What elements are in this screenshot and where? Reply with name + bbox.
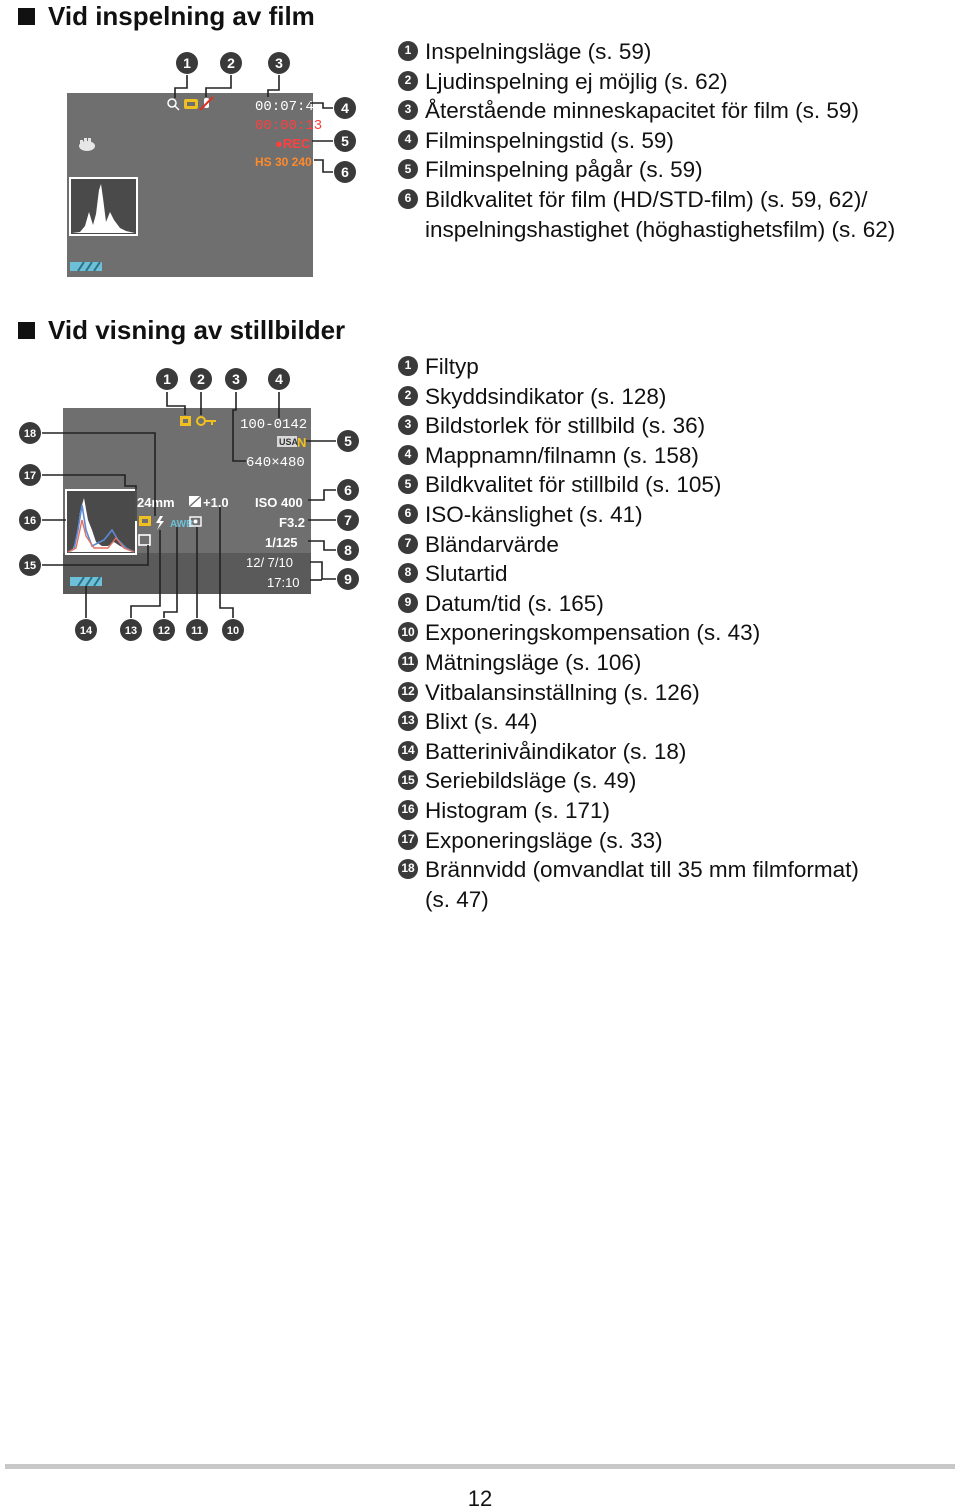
- legend-text: Bildkvalitet för stillbild (s. 105): [425, 472, 722, 498]
- legend-text: Mätningsläge (s. 106): [425, 649, 642, 675]
- callout-8: 8: [344, 542, 352, 558]
- legend-item: [398, 826, 859, 856]
- section-title-text: Vid inspelning av film: [48, 1, 315, 31]
- legend-text: (s. 47): [425, 886, 489, 912]
- legend-item: [398, 678, 859, 708]
- legend-item: [398, 470, 859, 500]
- legend-number: 13: [398, 711, 418, 731]
- legend-number: 10: [398, 622, 418, 642]
- legend-text: Histogram (s. 171): [425, 797, 611, 823]
- callout-7: 7: [344, 512, 352, 528]
- battery-icon: [70, 262, 102, 271]
- usa-quality-icon: [277, 436, 299, 447]
- callout-6: 6: [341, 164, 349, 180]
- callout-10: 10: [226, 625, 240, 637]
- callout-2: 2: [197, 371, 205, 387]
- legend-number: 7: [398, 534, 418, 554]
- legend-text: Ljudinspelning ej möjlig (s. 62): [425, 68, 728, 94]
- callout-9: 9: [344, 571, 352, 587]
- legend-number: 1: [398, 356, 418, 376]
- time-readout: 17:10: [267, 575, 300, 590]
- callout-4: 4: [275, 371, 283, 387]
- movie-histogram: [70, 178, 137, 235]
- legend-item: [398, 855, 859, 885]
- legend-number: 5: [398, 159, 418, 179]
- iso-readout: ISO 400: [255, 495, 303, 510]
- legend-item: [398, 589, 859, 619]
- legend-number: 5: [398, 474, 418, 494]
- footer-divider: [5, 1464, 955, 1469]
- legend-item-continuation: [398, 885, 859, 915]
- legend-text: Vitbalansinställning (s. 126): [425, 679, 700, 705]
- legend-text: Bildstorlek för stillbild (s. 36): [425, 413, 706, 439]
- rec-indicator: ●REC: [275, 136, 311, 151]
- legend-item: [398, 126, 895, 156]
- file-type-icon: [180, 416, 191, 426]
- legend-number: 8: [398, 563, 418, 583]
- legend-number: 11: [398, 652, 418, 672]
- legend-item: [398, 411, 859, 441]
- legend-text: Mappnamn/filnamn (s. 158): [425, 442, 699, 468]
- legend-number: 17: [398, 830, 418, 850]
- legend-text: Filminspelningstid (s. 59): [425, 127, 674, 153]
- callout-11: 11: [191, 625, 203, 637]
- still-histogram: [66, 490, 136, 554]
- legend-item: [398, 766, 859, 796]
- legend-text: ISO-känslighet (s. 41): [425, 501, 643, 527]
- legend-item: [398, 37, 895, 67]
- legend-text: Slutartid: [425, 561, 508, 587]
- legend-number: 4: [398, 445, 418, 465]
- legend-number: 1: [398, 41, 418, 61]
- ev-comp-icon: [189, 496, 201, 507]
- legend-number: 3: [398, 415, 418, 435]
- legend-item: [398, 185, 895, 215]
- legend-number: 16: [398, 800, 418, 820]
- folder-file-readout: 100-0142: [240, 417, 308, 433]
- callout-15: 15: [23, 560, 37, 572]
- square-bullet-icon: [18, 322, 35, 339]
- callout-5: 5: [341, 133, 349, 149]
- callout-13: 13: [124, 625, 138, 637]
- callout-12: 12: [157, 625, 171, 637]
- white-balance-icon: AWB: [170, 519, 194, 530]
- callout-2: 2: [227, 55, 235, 71]
- still-legend-list: [398, 352, 859, 914]
- legend-item: [398, 559, 859, 589]
- date-readout: 12/ 7/10: [246, 555, 293, 570]
- legend-item: [398, 707, 859, 737]
- legend-item: [398, 648, 859, 678]
- legend-item: [398, 737, 859, 767]
- legend-text: Skyddsindikator (s. 128): [425, 383, 667, 409]
- legend-item: [398, 441, 859, 471]
- focal-length-readout: 24mm: [137, 495, 175, 510]
- legend-number: 9: [398, 593, 418, 613]
- legend-text: inspelningshastighet (höghastighetsfilm) (s. 62): [425, 216, 896, 242]
- legend-item: [398, 67, 895, 97]
- callout-5: 5: [344, 433, 352, 449]
- legend-text: Filtyp: [425, 354, 479, 379]
- legend-text: Brännvidd (omvandlat till 35 mm filmformat): [425, 857, 859, 883]
- callout-3: 3: [232, 371, 240, 387]
- legend-text: Datum/tid (s. 165): [425, 590, 604, 616]
- legend-text: Exponeringskompensation (s. 43): [425, 620, 761, 646]
- legend-text: Exponeringsläge (s. 33): [425, 827, 663, 853]
- legend-item-continuation: [398, 215, 895, 245]
- legend-item: [398, 352, 859, 382]
- legend-number: 12: [398, 682, 418, 702]
- legend-number: 3: [398, 100, 418, 120]
- legend-item: [398, 382, 859, 412]
- movie-quality-readout: HS 30 240: [255, 155, 312, 169]
- callout-4: 4: [341, 100, 349, 116]
- legend-text: Inspelningsläge (s. 59): [425, 39, 652, 64]
- callout-1: 1: [163, 371, 171, 387]
- battery-icon: [70, 577, 102, 586]
- legend-number: 14: [398, 741, 418, 761]
- legend-text: Bländarvärde: [425, 531, 559, 557]
- exposure-mode-icon: [139, 516, 151, 526]
- legend-number: 4: [398, 130, 418, 150]
- image-quality-readout: N: [297, 435, 307, 450]
- callout-16: 16: [23, 515, 37, 527]
- section-title-text: Vid visning av stillbilder: [48, 315, 346, 345]
- svg-text:USA: USA: [279, 437, 299, 447]
- shutter-readout: 1/125: [265, 535, 298, 550]
- legend-item: [398, 796, 859, 826]
- legend-item: [398, 618, 859, 648]
- callout-18: 18: [23, 428, 37, 440]
- legend-text: Blixt (s. 44): [425, 709, 538, 735]
- callout-1: 1: [183, 55, 191, 71]
- movie-mode-icon: [184, 99, 198, 109]
- callout-17: 17: [23, 470, 37, 482]
- legend-number: 18: [398, 859, 418, 879]
- callout-3: 3: [275, 55, 283, 71]
- legend-number: 6: [398, 189, 418, 209]
- legend-text: Filminspelning pågår (s. 59): [425, 157, 703, 183]
- legend-text: Återstående minneskapacitet för film (s. 59): [425, 98, 859, 124]
- page-number: 12: [467, 1486, 493, 1511]
- ev-comp-readout: +1.0: [203, 495, 229, 510]
- legend-item: [398, 530, 859, 560]
- legend-item: [398, 500, 859, 530]
- recording-time-readout: 00:00:13: [255, 118, 323, 134]
- legend-item: [398, 155, 895, 185]
- aperture-readout: F3.2: [279, 515, 306, 530]
- legend-number: 6: [398, 504, 418, 524]
- legend-text: Bildkvalitet för film (HD/STD-film) (s. 59, 62)/: [425, 186, 868, 212]
- section-title-still: [18, 315, 345, 346]
- legend-number: 15: [398, 770, 418, 790]
- image-size-readout: 640×480: [246, 455, 305, 471]
- legend-number: 2: [398, 71, 418, 91]
- legend-text: Batterinivåindikator (s. 18): [425, 738, 687, 764]
- callout-14: 14: [79, 625, 93, 637]
- legend-item: [398, 96, 895, 126]
- remaining-time-readout: 00:07:41: [255, 99, 323, 115]
- callout-6: 6: [344, 482, 352, 498]
- movie-legend-list: [398, 37, 895, 244]
- legend-number: 2: [398, 386, 418, 406]
- legend-text: Seriebildsläge (s. 49): [425, 768, 637, 794]
